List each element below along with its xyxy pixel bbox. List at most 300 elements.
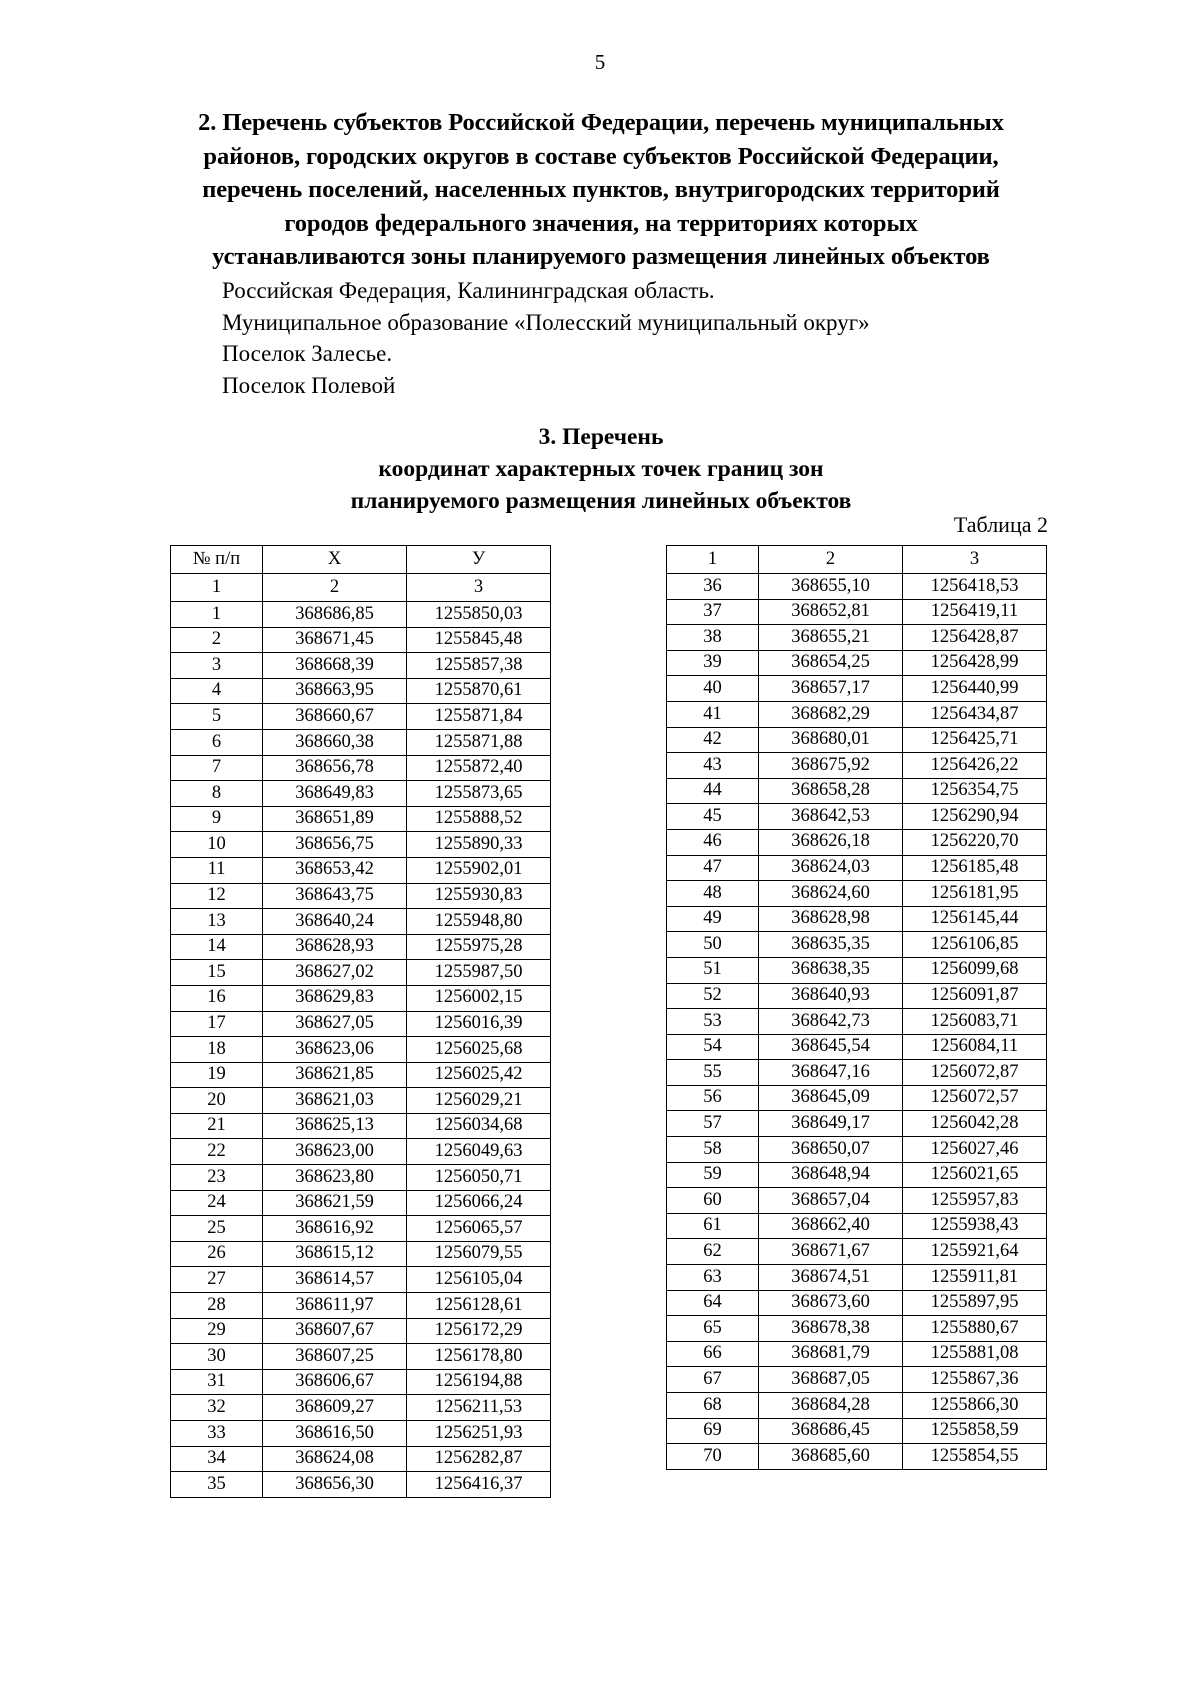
table-row (667, 1418, 1047, 1444)
table-cell: 1256440,99 (903, 676, 1047, 702)
table-cell: 1255873,65 (407, 781, 551, 807)
heading-line: городов федерального значения, на территориях которых (284, 209, 918, 237)
table-cell: 368678,38 (759, 1316, 903, 1342)
table-column-number-cell: 2 (263, 574, 407, 602)
table-cell: 368655,21 (759, 625, 903, 651)
table-cell: 368640,93 (759, 983, 903, 1009)
table-cell: 50 (667, 932, 759, 958)
section-3-heading (168, 421, 1034, 517)
table-cell: 368648,94 (759, 1162, 903, 1188)
table-cell: 70 (667, 1444, 759, 1470)
table-cell: 1255938,43 (903, 1213, 1047, 1239)
table-row (171, 1267, 551, 1293)
table-row (171, 1011, 551, 1037)
table-cell: 38 (667, 625, 759, 651)
table-cell: 368627,02 (263, 960, 407, 986)
table-cell: 1256079,55 (407, 1241, 551, 1267)
table-cell: 44 (667, 778, 759, 804)
table-row (667, 1137, 1047, 1163)
table-cell: 1256428,87 (903, 625, 1047, 651)
table-row (667, 1341, 1047, 1367)
table-cell: 368635,35 (759, 932, 903, 958)
table-cell: 1256072,57 (903, 1085, 1047, 1111)
table-row (171, 781, 551, 807)
table-cell: 368647,16 (759, 1060, 903, 1086)
table-row (667, 1265, 1047, 1291)
heading-line: координат характерных точек границ зон (378, 456, 824, 482)
page-number: 5 (594, 50, 606, 74)
table-row (667, 906, 1047, 932)
table-cell: 37 (667, 599, 759, 625)
table-cell: 368675,92 (759, 753, 903, 779)
table-cell: 62 (667, 1239, 759, 1265)
table-cell: 368640,24 (263, 909, 407, 935)
table-row (667, 625, 1047, 651)
table-row (171, 960, 551, 986)
table-cell: 368658,28 (759, 778, 903, 804)
table-cell: 1256145,44 (903, 906, 1047, 932)
table-cell: 2 (171, 627, 263, 653)
table-row (171, 1216, 551, 1242)
table-cell: 51 (667, 957, 759, 983)
table-cell: 1256106,85 (903, 932, 1047, 958)
table-cell: 60 (667, 1188, 759, 1214)
table-row (171, 602, 551, 628)
table-cell: 1255871,84 (407, 704, 551, 730)
table-cell: 368673,60 (759, 1290, 903, 1316)
table-cell: 1256251,93 (407, 1421, 551, 1447)
table-cell: 1256220,70 (903, 829, 1047, 855)
table-cell: 23 (171, 1165, 263, 1191)
table-row (667, 599, 1047, 625)
table-cell: 1256128,61 (407, 1293, 551, 1319)
address-line: Российская Федерация, Калининградская область. (222, 278, 715, 303)
table-cell: 6 (171, 729, 263, 755)
table-row (171, 653, 551, 679)
table-cell: 368616,92 (263, 1216, 407, 1242)
table-cell: 1256065,57 (407, 1216, 551, 1242)
table-cell: 1256025,68 (407, 1037, 551, 1063)
heading-line: 2. Перечень субъектов Российской Федерации, перечень муниципальных (198, 109, 1004, 136)
table-cell: 1 (171, 602, 263, 628)
table-row (171, 806, 551, 832)
table-row (171, 985, 551, 1011)
table-caption: Таблица 2 (953, 512, 1048, 537)
table-row (667, 881, 1047, 907)
table-cell: 10 (171, 832, 263, 858)
table-row (171, 1472, 551, 1498)
table-cell: 1255888,52 (407, 806, 551, 832)
table-cell: 31 (171, 1369, 263, 1395)
table-cell: 368656,75 (263, 832, 407, 858)
table-cell: 1256084,11 (903, 1034, 1047, 1060)
table-cell: 1256211,53 (407, 1395, 551, 1421)
address-line: Поселок Полевой (222, 372, 396, 398)
table-cell: 368624,60 (759, 881, 903, 907)
table-row (171, 1344, 551, 1370)
table-column-number-cell: 1 (171, 574, 263, 602)
table-cell: 368645,54 (759, 1034, 903, 1060)
table-row (171, 1421, 551, 1447)
table-cell: 368649,83 (263, 781, 407, 807)
table-cell: 1255866,30 (903, 1393, 1047, 1419)
table-cell: 368624,03 (759, 855, 903, 881)
table-cell: 1255880,67 (903, 1316, 1047, 1342)
coordinates-table-left (170, 545, 551, 1498)
table-row (171, 934, 551, 960)
table-cell: 1256185,48 (903, 855, 1047, 881)
table-cell: 1256428,99 (903, 650, 1047, 676)
table-cell: 1256029,21 (407, 1088, 551, 1114)
table-cell: 368654,25 (759, 650, 903, 676)
table-cell: 1255845,48 (407, 627, 551, 653)
table-cell: 41 (667, 701, 759, 727)
table-row (667, 983, 1047, 1009)
table-cell: 368668,39 (263, 653, 407, 679)
table-cell: 368686,45 (759, 1418, 903, 1444)
table-row (667, 727, 1047, 753)
table-cell: 24 (171, 1190, 263, 1216)
table-cell: 1256290,94 (903, 804, 1047, 830)
table-cell: 47 (667, 855, 759, 881)
table-cell: 368684,28 (759, 1393, 903, 1419)
table-column-number-cell: 2 (759, 546, 903, 574)
table-cell: 368621,03 (263, 1088, 407, 1114)
table-cell: 1256050,71 (407, 1165, 551, 1191)
table-cell: 1256419,11 (903, 599, 1047, 625)
table-cell: 1256021,65 (903, 1162, 1047, 1188)
table-cell: 33 (171, 1421, 263, 1447)
table-cell: 1256034,68 (407, 1113, 551, 1139)
table-cell: 368607,67 (263, 1318, 407, 1344)
table-cell: 42 (667, 727, 759, 753)
table-column-number-row (667, 546, 1047, 574)
table-row (667, 1367, 1047, 1393)
table-cell: 1256434,87 (903, 701, 1047, 727)
table-cell: 55 (667, 1060, 759, 1086)
table-cell: 30 (171, 1344, 263, 1370)
table-row (667, 1239, 1047, 1265)
address-line: Поселок Залесье. (222, 341, 393, 366)
table-row (171, 627, 551, 653)
table-row (171, 909, 551, 935)
table-cell: 1255921,64 (903, 1239, 1047, 1265)
table-cell: 1255911,81 (903, 1265, 1047, 1291)
table-cell: 1256105,04 (407, 1267, 551, 1293)
table-row (667, 1444, 1047, 1470)
table-cell: 40 (667, 676, 759, 702)
table-column-number-row (171, 574, 551, 602)
table-cell: 59 (667, 1162, 759, 1188)
table-cell: 64 (667, 1290, 759, 1316)
table-column-number-cell: 3 (903, 546, 1047, 574)
table-cell: 27 (171, 1267, 263, 1293)
table-cell: 53 (667, 1009, 759, 1035)
table-cell: 13 (171, 909, 263, 935)
table-cell: 368611,97 (263, 1293, 407, 1319)
table-cell: 368671,67 (759, 1239, 903, 1265)
table-row (171, 883, 551, 909)
heading-line: перечень поселений, населенных пунктов, внутригородских территорий (202, 176, 1000, 203)
table-cell: 1256083,71 (903, 1009, 1047, 1035)
table-row (667, 1162, 1047, 1188)
address-block (222, 275, 1042, 401)
table-cell: 1256049,63 (407, 1139, 551, 1165)
table-cell: 48 (667, 881, 759, 907)
table-row (667, 676, 1047, 702)
table-cell: 67 (667, 1367, 759, 1393)
address-line: Муниципальное образование «Полесский муниципальный округ» (222, 309, 870, 335)
table-row (667, 804, 1047, 830)
table-cell: 368653,42 (263, 857, 407, 883)
table-cell: 1256426,22 (903, 753, 1047, 779)
table-cell: 58 (667, 1137, 759, 1163)
table-cell: 368656,78 (263, 755, 407, 781)
table-cell: 368657,04 (759, 1188, 903, 1214)
table-cell: 1255987,50 (407, 960, 551, 986)
table-cell: 368674,51 (759, 1265, 903, 1291)
table-cell: 368616,50 (263, 1421, 407, 1447)
table-row (171, 1165, 551, 1191)
table-cell: 15 (171, 960, 263, 986)
table-cell: 1256099,68 (903, 957, 1047, 983)
table-cell: 35 (171, 1472, 263, 1498)
table-cell: 368685,60 (759, 1444, 903, 1470)
table-cell: 1255870,61 (407, 678, 551, 704)
table-row (667, 1393, 1047, 1419)
table-cell: 368651,89 (263, 806, 407, 832)
heading-line: планируемого размещения линейных объектов (350, 488, 852, 514)
table-row (667, 753, 1047, 779)
table-cell: 368638,35 (759, 957, 903, 983)
table-row (171, 1088, 551, 1114)
table-row (667, 829, 1047, 855)
table-cell: 39 (667, 650, 759, 676)
table-row (171, 1139, 551, 1165)
heading-line: 3. Перечень (538, 424, 664, 450)
table-cell: 368650,07 (759, 1137, 903, 1163)
table-cell: 1256002,15 (407, 985, 551, 1011)
table-cell: 368642,73 (759, 1009, 903, 1035)
table-cell: 1256091,87 (903, 983, 1047, 1009)
table-cell: 1256418,53 (903, 574, 1047, 600)
heading-line: районов, городских округов в составе субъектов Российской Федерации, (203, 142, 999, 170)
table-cell: 368671,45 (263, 627, 407, 653)
table-cell: 1255857,38 (407, 653, 551, 679)
table-cell: 368660,67 (263, 704, 407, 730)
table-header-row (171, 546, 551, 574)
table-cell: 69 (667, 1418, 759, 1444)
table-row (171, 729, 551, 755)
table-cell: 368621,85 (263, 1062, 407, 1088)
table-cell: 1255871,88 (407, 729, 551, 755)
table-cell: 1256194,88 (407, 1369, 551, 1395)
table-cell: 43 (667, 753, 759, 779)
table-row (171, 857, 551, 883)
table-row (171, 1113, 551, 1139)
table-cell: 368687,05 (759, 1367, 903, 1393)
table-cell: 368663,95 (263, 678, 407, 704)
table-cell: 368680,01 (759, 727, 903, 753)
table-cell: 368628,93 (263, 934, 407, 960)
table-cell: 368681,79 (759, 1341, 903, 1367)
table-cell: 1255897,95 (903, 1290, 1047, 1316)
table-cell: 368621,59 (263, 1190, 407, 1216)
table-row (667, 1009, 1047, 1035)
table-cell: 1256066,24 (407, 1190, 551, 1216)
table-row (667, 1111, 1047, 1137)
table-header-cell: № п/п (171, 546, 263, 574)
table-cell: 20 (171, 1088, 263, 1114)
table-cell: 5 (171, 704, 263, 730)
table-row (171, 1293, 551, 1319)
table-cell: 368629,83 (263, 985, 407, 1011)
table-cell: 368623,00 (263, 1139, 407, 1165)
table-cell: 368607,25 (263, 1344, 407, 1370)
table-row (171, 1190, 551, 1216)
table-row (171, 704, 551, 730)
table-column-number-cell: 1 (667, 546, 759, 574)
table-row (171, 1062, 551, 1088)
left-table-body (171, 546, 551, 1498)
table-cell: 1255858,59 (903, 1418, 1047, 1444)
table-cell: 63 (667, 1265, 759, 1291)
table-cell: 17 (171, 1011, 263, 1037)
table-cell: 61 (667, 1213, 759, 1239)
table-cell: 18 (171, 1037, 263, 1063)
right-table-body (667, 546, 1047, 1470)
table-cell: 14 (171, 934, 263, 960)
table-cell: 368686,85 (263, 602, 407, 628)
table-cell: 11 (171, 857, 263, 883)
table-cell: 1256072,87 (903, 1060, 1047, 1086)
table-cell: 368625,13 (263, 1113, 407, 1139)
table-row (667, 778, 1047, 804)
table-row (667, 1085, 1047, 1111)
coordinates-table-right (666, 545, 1047, 1470)
table-cell: 56 (667, 1085, 759, 1111)
table-cell: 1256354,75 (903, 778, 1047, 804)
table-cell: 7 (171, 755, 263, 781)
table-cell: 68 (667, 1393, 759, 1419)
table-cell: 28 (171, 1293, 263, 1319)
table-cell: 368623,06 (263, 1037, 407, 1063)
table-header-cell: У (407, 546, 551, 574)
table-cell: 46 (667, 829, 759, 855)
table-cell: 25 (171, 1216, 263, 1242)
table-cell: 1255930,83 (407, 883, 551, 909)
table-cell: 368652,81 (759, 599, 903, 625)
table-cell: 368623,80 (263, 1165, 407, 1191)
table-cell: 1255850,03 (407, 602, 551, 628)
table-row (667, 957, 1047, 983)
table-header-cell: Х (263, 546, 407, 574)
table-cell: 368609,27 (263, 1395, 407, 1421)
table-row (667, 1060, 1047, 1086)
table-cell: 1256282,87 (407, 1446, 551, 1472)
table-row (667, 701, 1047, 727)
table-cell: 19 (171, 1062, 263, 1088)
table-cell: 1255975,28 (407, 934, 551, 960)
table-cell: 1256027,46 (903, 1137, 1047, 1163)
table-row (667, 1188, 1047, 1214)
table-row (171, 1037, 551, 1063)
table-cell: 34 (171, 1446, 263, 1472)
table-cell: 1255867,36 (903, 1367, 1047, 1393)
table-cell: 1255948,80 (407, 909, 551, 935)
table-cell: 368628,98 (759, 906, 903, 932)
table-cell: 1255854,55 (903, 1444, 1047, 1470)
table-cell: 54 (667, 1034, 759, 1060)
table-cell: 368645,09 (759, 1085, 903, 1111)
section-2-heading (168, 106, 1034, 274)
table-cell: 1255902,01 (407, 857, 551, 883)
table-row (171, 832, 551, 858)
table-row (667, 932, 1047, 958)
table-cell: 21 (171, 1113, 263, 1139)
table-row (667, 1034, 1047, 1060)
table-row (171, 1241, 551, 1267)
table-cell: 1256178,80 (407, 1344, 551, 1370)
table-cell: 29 (171, 1318, 263, 1344)
table-cell: 368614,57 (263, 1267, 407, 1293)
table-row (171, 1318, 551, 1344)
table-cell: 65 (667, 1316, 759, 1342)
table-cell: 368660,38 (263, 729, 407, 755)
table-cell: 49 (667, 906, 759, 932)
table-row (667, 855, 1047, 881)
table-cell: 1256181,95 (903, 881, 1047, 907)
table-cell: 1255957,83 (903, 1188, 1047, 1214)
table-cell: 9 (171, 806, 263, 832)
table-cell: 66 (667, 1341, 759, 1367)
table-cell: 368657,17 (759, 676, 903, 702)
table-cell: 8 (171, 781, 263, 807)
table-row (667, 574, 1047, 600)
table-cell: 3 (171, 653, 263, 679)
table-cell: 1255872,40 (407, 755, 551, 781)
table-cell: 368615,12 (263, 1241, 407, 1267)
table-cell: 368643,75 (263, 883, 407, 909)
table-cell: 368662,40 (759, 1213, 903, 1239)
table-row (171, 1446, 551, 1472)
table-cell: 22 (171, 1139, 263, 1165)
table-column-number-cell: 3 (407, 574, 551, 602)
table-cell: 1256042,28 (903, 1111, 1047, 1137)
table-cell: 368627,05 (263, 1011, 407, 1037)
table-row (667, 650, 1047, 676)
table-cell: 57 (667, 1111, 759, 1137)
table-cell: 368656,30 (263, 1472, 407, 1498)
table-row (667, 1316, 1047, 1342)
table-cell: 1256416,37 (407, 1472, 551, 1498)
table-cell: 16 (171, 985, 263, 1011)
table-row (171, 678, 551, 704)
table-cell: 368626,18 (759, 829, 903, 855)
table-cell: 36 (667, 574, 759, 600)
table-row (171, 755, 551, 781)
table-cell: 45 (667, 804, 759, 830)
table-cell: 1256025,42 (407, 1062, 551, 1088)
table-cell: 4 (171, 678, 263, 704)
table-cell: 368655,10 (759, 574, 903, 600)
table-cell: 26 (171, 1241, 263, 1267)
table-row (171, 1395, 551, 1421)
table-cell: 32 (171, 1395, 263, 1421)
table-cell: 368624,08 (263, 1446, 407, 1472)
table-cell: 1255881,08 (903, 1341, 1047, 1367)
table-row (171, 1369, 551, 1395)
